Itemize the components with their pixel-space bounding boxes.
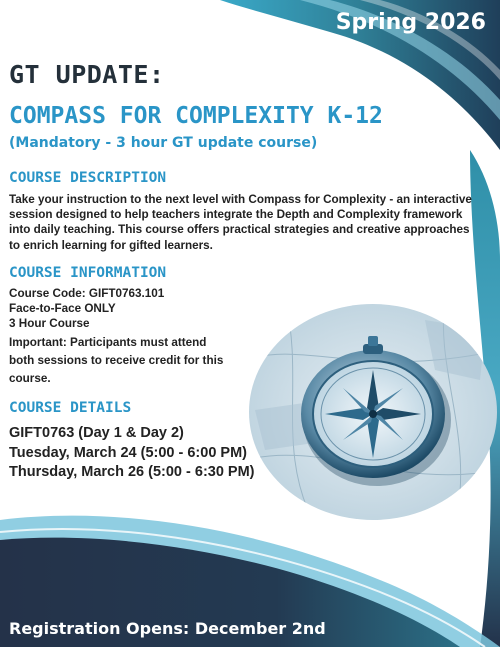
description-line: to enrich learning for gifted learners. [9,238,213,252]
details-text [9,424,255,483]
course-subtitle: (Mandatory - 3 hour GT update course) [9,135,318,151]
important-line: course. [9,372,51,385]
details-line: Thursday, March 26 (5:00 - 6:30 PM) [9,464,255,480]
details-line: Tuesday, March 24 (5:00 - 6:00 PM) [9,444,247,461]
description-line: session designed to help teachers integrate the Depth and Complexity framework [9,208,463,222]
details-heading: COURSE DETAILS [9,400,132,416]
details-line: GIFT0763 (Day 1 & Day 2) [9,425,184,441]
info-line: Face-to-Face ONLY [9,302,116,316]
important-note [9,334,223,388]
compass-image [245,300,500,525]
information-text [9,286,164,332]
description-line: Take your instruction to the next level with Compass for Complexity - an interactive [9,193,472,206]
headline: GT UPDATE: [9,60,165,89]
description-text [9,192,472,253]
important-line: Important: Participants must attend [9,336,207,349]
registration-footer: Registration Opens: December 2nd [9,619,326,638]
description-line: into daily teaching. This course offers practical strategies and creative approaches [9,223,470,237]
important-line: both sessions to receive credit for this [9,354,224,367]
description-heading: COURSE DESCRIPTION [9,170,167,186]
course-title: COMPASS FOR COMPLEXITY K-12 [9,103,383,129]
info-line: 3 Hour Course [9,317,90,331]
information-heading: COURSE INFORMATION [9,265,167,281]
season-label: Spring 2026 [335,10,486,35]
info-line: Course Code: GIFT0763.101 [9,287,165,300]
